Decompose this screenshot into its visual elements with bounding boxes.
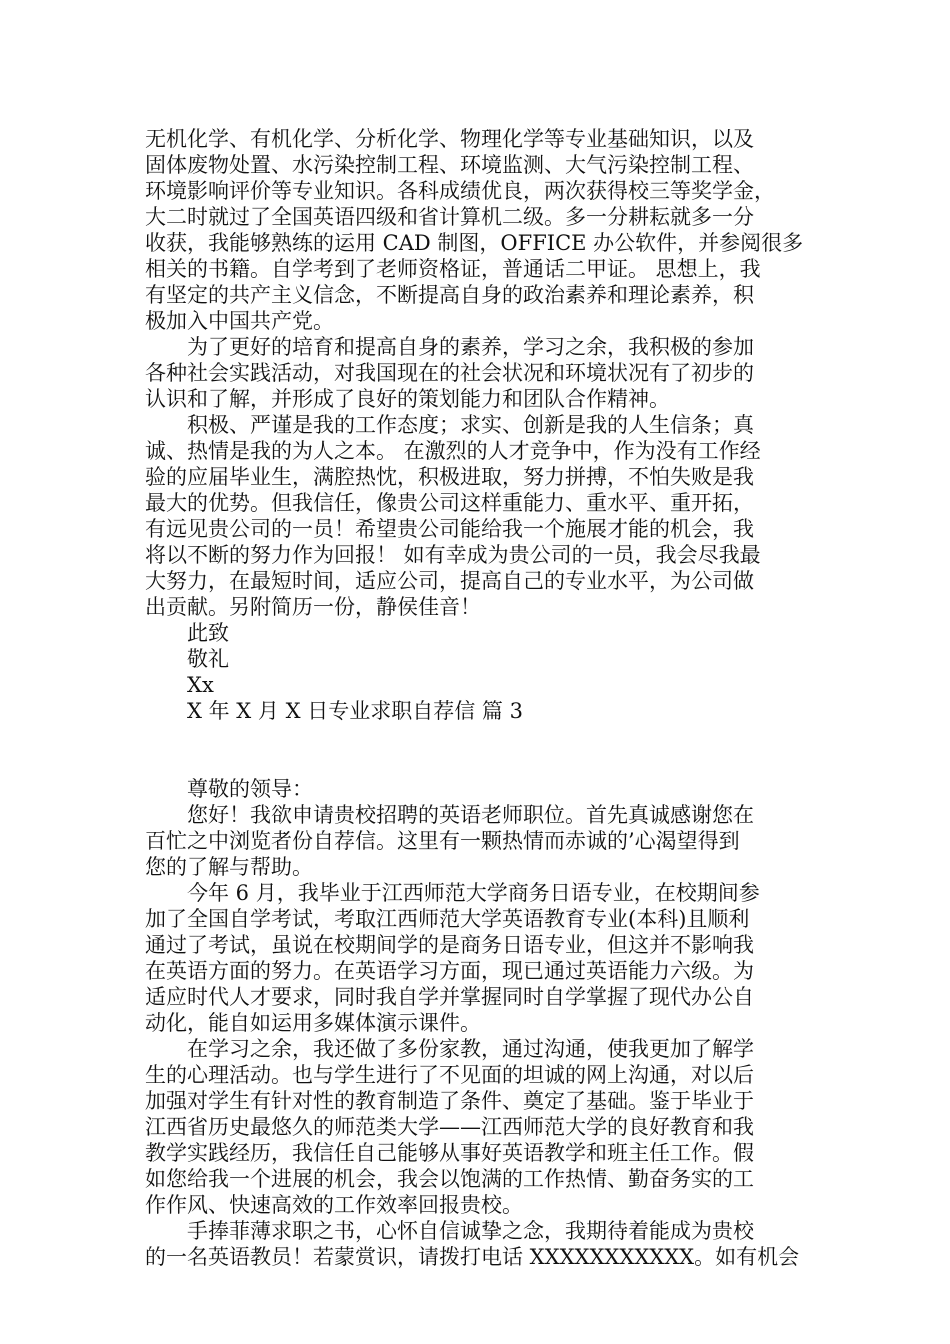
text-line: Xx [145,673,214,697]
text-line: 敬礼 [145,647,229,671]
text-line: 最大的优势。但我信任，像贵公司这样重能力、重水平、重开拓， [145,491,754,515]
text-line: 固体废物处置、水污染控制工程、环境监测、大气污染控制工程、 [145,153,754,177]
text-line: 如您给我一个进展的机会，我会以饱满的工作热情、勤奋务实的工 [145,1167,754,1191]
text-line: 适应时代人才要求，同时我自学并掌握同时自学掌握了现代办公自 [145,985,754,1009]
text-line: 大努力，在最短时间，适应公司，提高自己的专业水平，为公司做 [145,569,754,593]
text-line: 加强对学生有针对性的教育制造了条件、奠定了基础。鉴于毕业于 [145,1089,754,1113]
text-line: 各种社会实践活动，对我国现在的社会状况和环境状况有了初步的 [145,361,754,385]
text-line: 您的了解与帮助。 [145,855,313,879]
text-line: 通过了考试，虽说在校期间学的是商务日语专业，但这并不影响我 [145,933,754,957]
text-line: 动化，能自如运用多媒体演示课件。 [145,1011,481,1035]
text-line: 加了全国自学考试，考取江西师范大学英语教育专业(本科)且顺利 [145,907,750,931]
text-line: 诚、热情是我的为人之本。 在激烈的人才竞争中，作为没有工作经 [145,439,761,463]
text-line: 环境影响评价等专业知识。各科成绩优良，两次获得校三等奖学金， [145,179,775,203]
text-line: 有坚定的共产主义信念，不断提高自身的政治素养和理论素养，积 [145,283,754,307]
text-line: 收获，我能够熟练的运用 CAD 制图，OFFICE 办公软件，并参阅很多 [145,231,804,255]
text-line: 手捧菲薄求职之书，心怀自信诚挚之念，我期待着能成为贵校 [145,1219,754,1243]
text-line: 今年 6 月，我毕业于江西师范大学商务日语专业，在校期间参 [145,881,760,905]
text-line: 积极、严谨是我的工作态度；求实、创新是我的人生信条；真 [145,413,754,437]
text-line: 验的应届毕业生，满腔热忱，积极进取，努力拼搏，不怕失败是我 [145,465,754,489]
text-line: 您好！我欲申请贵校招聘的英语老师职位。首先真诚感谢您在 [145,803,754,827]
text-line: X 年 X 月 X 日专业求职自荐信 篇 3 [145,699,523,723]
text-line: 无机化学、有机化学、分析化学、物理化学等专业基础知识，以及 [145,127,754,151]
text-line: 极加入中国共产党。 [145,309,334,333]
text-line: 百忙之中浏览者份自荐信。这里有一颗热情而赤诚的’心渴望得到 [145,829,740,853]
text-line: 大二时就过了全国英语四级和省计算机二级。多一分耕耘就多一分 [145,205,754,229]
text-line: 作作风、快速高效的工作效率回报贵校。 [145,1193,523,1217]
text-line: 将以不断的努力作为回报！ 如有幸成为贵公司的一员，我会尽我最 [145,543,761,567]
text-line: 认识和了解，并形成了良好的策划能力和团队合作精神。 [145,387,670,411]
text-line: 此致 [145,621,229,645]
text-line: 为了更好的培育和提高自身的素养，学习之余，我积极的参加 [145,335,754,359]
text-line: 出贡献。另附简历一份，静侯佳音！ [145,595,481,619]
text-line: 有远见贵公司的一员！希望贵公司能给我一个施展才能的机会，我 [145,517,754,541]
text-line: 生的心理活动。也与学生进行了不见面的坦诚的网上沟通，对以后 [145,1063,754,1087]
text-line: 教学实践经历，我信任自己能够从事好英语教学和班主任工作。假 [145,1141,754,1165]
text-line: 江西省历史最悠久的师范类大学——江西师范大学的良好教育和我 [145,1115,754,1139]
text-line: 在学习之余，我还做了多份家教，通过沟通，使我更加了解学 [145,1037,754,1061]
text-line: 相关的书籍。自学考到了老师资格证，普通话二甲证。 思想上，我 [145,257,761,281]
text-line: 尊敬的领导： [145,777,313,801]
text-line: 在英语方面的努力。在英语学习方面，现已通过英语能力六级。为 [145,959,754,983]
text-line: 的一名英语教员！若蒙赏识，请拨打电话 XXXXXXXXXXX。如有机会 [145,1245,800,1269]
